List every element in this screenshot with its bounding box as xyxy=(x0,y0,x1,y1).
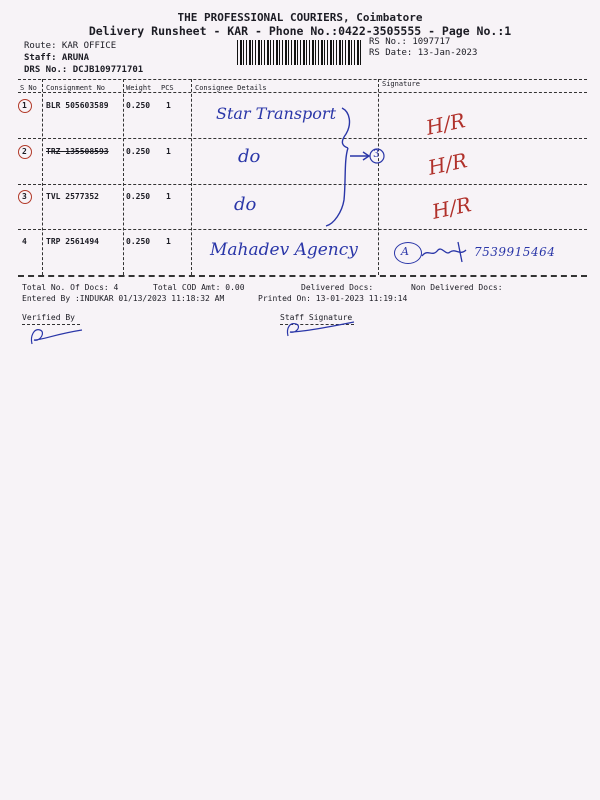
row-consignment: BLR 505603589 xyxy=(46,101,109,110)
row-weight: 0.250 xyxy=(126,147,151,156)
entered-by: Entered By :INDUKAR 01/13/2023 11:18:32 AM xyxy=(22,294,225,303)
col-header-signature: Signature xyxy=(382,80,420,88)
non-delivered-docs: Non Delivered Docs: xyxy=(411,283,503,292)
row-consignment: TRP 2561494 xyxy=(46,237,99,246)
col-header-sno: S No xyxy=(20,84,37,92)
row-sno: 4 xyxy=(22,237,27,246)
staff-signature-label: Staff Signature xyxy=(280,313,353,322)
row-sno: 1 xyxy=(22,101,27,110)
header-bottom-rule xyxy=(18,92,587,93)
drs-number: DRS No.: DCJB109771701 xyxy=(24,65,144,75)
row-pcs: 1 xyxy=(166,147,171,156)
verified-by-label: Verified By xyxy=(22,313,75,322)
signature-initial: A xyxy=(401,245,409,258)
runsheet-title: Delivery Runsheet - KAR - Phone No.:0422-3505555 - Page No.:1 xyxy=(88,24,512,38)
printed-on: Printed On: 13-01-2023 11:19:14 xyxy=(258,294,408,303)
row-pcs: 1 xyxy=(166,101,171,110)
table-top-rule xyxy=(18,79,587,80)
staff-signature-mark xyxy=(284,314,356,340)
row-pcs: 1 xyxy=(166,237,171,246)
handwritten-consignee: Star Transport xyxy=(216,104,336,123)
delivered-docs: Delivered Docs: xyxy=(301,283,374,292)
handwritten-consignee: Mahadev Agency xyxy=(210,240,358,260)
ink-bracket-annotation xyxy=(300,100,400,232)
barcode xyxy=(237,40,362,65)
total-cod: Total COD Amt: 0.00 xyxy=(153,283,245,292)
handwritten-consignee: do xyxy=(234,194,257,215)
col-header-consignee: Consignee Details xyxy=(195,84,267,92)
row-pcs: 1 xyxy=(166,192,171,201)
row-weight: 0.250 xyxy=(126,192,151,201)
total-docs: Total No. Of Docs: 4 xyxy=(22,283,119,292)
signature-scribble xyxy=(420,238,474,266)
rs-date: RS Date: 13-Jan-2023 xyxy=(369,48,478,58)
column-divider xyxy=(123,79,124,275)
column-divider xyxy=(191,79,192,275)
handwritten-signature: H/R xyxy=(423,108,468,140)
row-weight: 0.250 xyxy=(126,101,151,110)
row-consignment: TRZ 135508593 xyxy=(46,147,109,156)
rs-number: RS No.: 1097717 xyxy=(369,37,451,47)
col-header-weight: Weight xyxy=(126,84,152,92)
route-text: Route: KAR OFFICE xyxy=(24,41,117,51)
row-sno: 3 xyxy=(22,192,27,201)
company-title: THE PROFESSIONAL COURIERS, Coimbatore xyxy=(177,11,423,24)
bracket-ref-number: 3 xyxy=(373,149,380,160)
handwritten-consignee: do xyxy=(238,146,261,167)
column-divider xyxy=(42,79,43,275)
row-weight: 0.250 xyxy=(126,237,151,246)
col-header-consignment: Consignment No xyxy=(46,84,106,92)
row-consignment: TVL 2577352 xyxy=(46,192,99,201)
col-header-pcs: PCS xyxy=(161,84,174,92)
handwritten-signature: H/R xyxy=(429,192,474,224)
handwritten-phone: 7539915464 xyxy=(474,245,556,259)
table-bottom-rule xyxy=(18,275,587,277)
verifier-signature xyxy=(26,318,86,350)
staff-text: Staff: ARUNA xyxy=(24,53,90,63)
handwritten-signature: H/R xyxy=(425,148,470,180)
row-sno: 2 xyxy=(22,147,27,156)
